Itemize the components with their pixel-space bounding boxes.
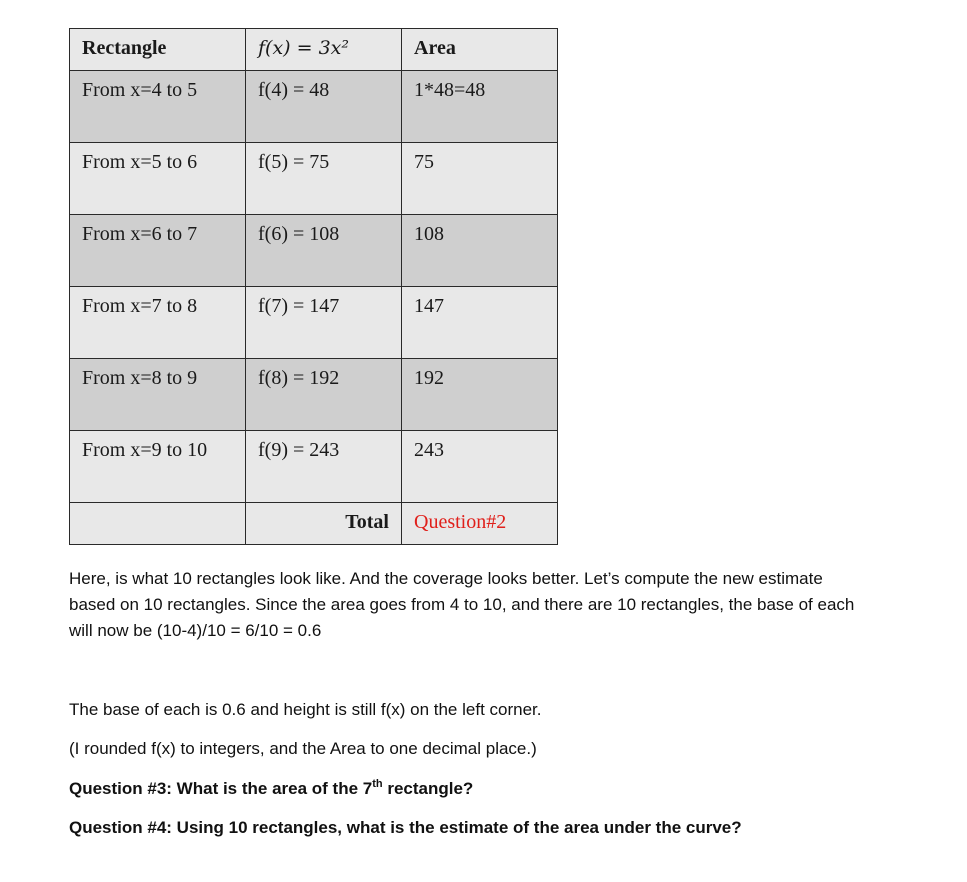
rounding-note: (I rounded f(x) to integers, and the Area to one decimal place.) [69,739,537,758]
cell-rectangle: From x=8 to 9 [70,359,246,431]
table-header-row [70,29,558,71]
cell-rectangle: From x=7 to 8 [70,287,246,359]
ordinal-superscript: th [372,778,383,790]
question-4: Question #4: Using 10 rectangles, what is the estimate of the area under the curve? [69,818,742,837]
cell-rectangle: From x=9 to 10 [70,431,246,503]
question-3-text-start: Question #3: What is the area of the 7 [69,779,373,798]
total-label: Total [246,503,402,545]
cell-fx: f(7) = 147 [246,287,402,359]
cell-area: 192 [402,359,558,431]
question-3 [69,776,473,802]
header-area: Area [402,29,558,71]
cell-fx: f(6) = 108 [246,215,402,287]
explanation-paragraph: Here, is what 10 rectangles look like. And the coverage looks better. Let’s compute the new estimate based on 10 rectangles. Since the area goes from 4 to 10, and there are 10 rectangles, the base of each will now be (10-4)/10 = 6/10 = 0.6 [69,569,855,640]
table-row [70,71,558,143]
table-row [70,215,558,287]
total-value: Question#2 [402,503,558,545]
cell-area: 75 [402,143,558,215]
cell-fx: f(5) = 75 [246,143,402,215]
cell-rectangle: From x=5 to 6 [70,143,246,215]
question-3-text-end: rectangle? [382,779,474,798]
table-row [70,359,558,431]
table-row [70,287,558,359]
cell-rectangle: From x=6 to 7 [70,215,246,287]
cell-area: 243 [402,431,558,503]
base-height-note: The base of each is 0.6 and height is still f(x) on the left corner. [69,700,542,719]
table-row [70,143,558,215]
cell-rectangle: From x=4 to 5 [70,71,246,143]
table-total-row [70,503,558,545]
riemann-table-container [69,28,557,545]
header-rectangle: Rectangle [70,29,246,71]
table-row [70,431,558,503]
cell-total-empty [70,503,246,545]
riemann-table [69,28,558,545]
cell-fx: f(8) = 192 [246,359,402,431]
cell-fx: f(4) = 48 [246,71,402,143]
header-fx: f(x) = 3x² [246,29,402,71]
cell-area: 147 [402,287,558,359]
cell-fx: f(9) = 243 [246,431,402,503]
cell-area: 1*48=48 [402,71,558,143]
cell-area: 108 [402,215,558,287]
